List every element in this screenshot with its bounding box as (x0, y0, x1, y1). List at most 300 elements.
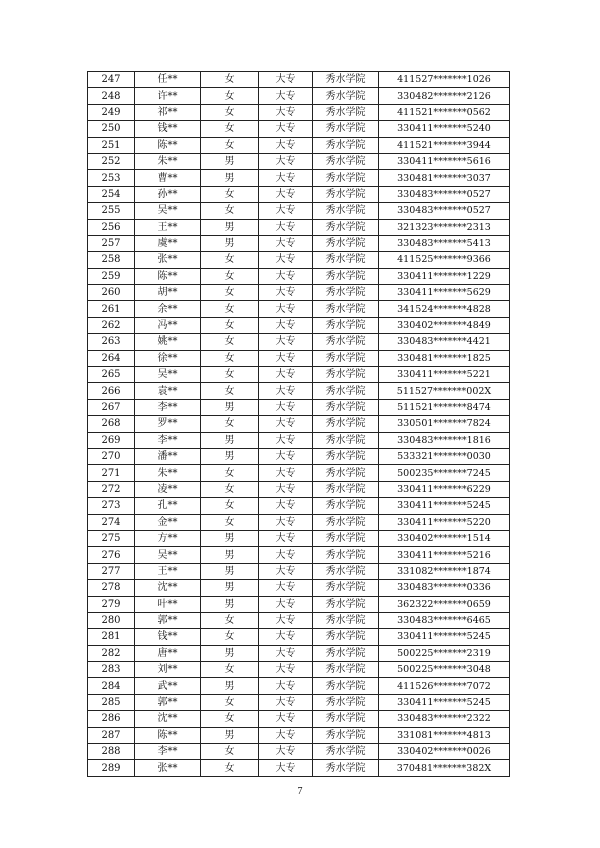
education-cell: 大专 (259, 104, 313, 120)
table-row (88, 547, 510, 563)
id-number-cell: 330411*******5220 (379, 514, 510, 530)
table-row (88, 498, 510, 514)
school-cell: 秀水学院 (313, 317, 379, 333)
row-number: 277 (88, 563, 135, 579)
education-cell: 大专 (259, 301, 313, 317)
table-row (88, 530, 510, 546)
name-cell: 许** (135, 88, 201, 104)
gender-cell: 男 (201, 563, 259, 579)
education-cell: 大专 (259, 563, 313, 579)
gender-cell: 男 (201, 645, 259, 661)
education-cell: 大专 (259, 268, 313, 284)
name-cell: 吴** (135, 203, 201, 219)
id-number-cell: 411526*******7072 (379, 678, 510, 694)
table-row (88, 432, 510, 448)
id-number-cell: 330483*******1816 (379, 432, 510, 448)
row-number: 260 (88, 285, 135, 301)
school-cell: 秀水学院 (313, 153, 379, 169)
table-row (88, 727, 510, 743)
row-number: 247 (88, 72, 135, 88)
id-number-cell: 330411*******5245 (379, 694, 510, 710)
education-cell: 大专 (259, 416, 313, 432)
name-cell: 陈** (135, 268, 201, 284)
education-cell: 大专 (259, 727, 313, 743)
name-cell: 曹** (135, 170, 201, 186)
school-cell: 秀水学院 (313, 580, 379, 596)
row-number: 250 (88, 121, 135, 137)
education-cell: 大专 (259, 285, 313, 301)
school-cell: 秀水学院 (313, 514, 379, 530)
education-cell: 大专 (259, 465, 313, 481)
school-cell: 秀水学院 (313, 367, 379, 383)
id-number-cell: 533321*******0030 (379, 448, 510, 464)
gender-cell: 女 (201, 465, 259, 481)
row-number: 279 (88, 596, 135, 612)
name-cell: 冯** (135, 317, 201, 333)
table-row (88, 235, 510, 251)
name-cell: 叶** (135, 596, 201, 612)
name-cell: 金** (135, 514, 201, 530)
page-number: 7 (297, 786, 303, 797)
name-cell: 郭** (135, 694, 201, 710)
row-number: 270 (88, 448, 135, 464)
education-cell: 大专 (259, 399, 313, 415)
education-cell: 大专 (259, 219, 313, 235)
id-number-cell: 511527*******002X (379, 383, 510, 399)
name-cell: 武** (135, 678, 201, 694)
row-number: 271 (88, 465, 135, 481)
table-row (88, 252, 510, 268)
school-cell: 秀水学院 (313, 448, 379, 464)
school-cell: 秀水学院 (313, 334, 379, 350)
id-number-cell: 411521*******3944 (379, 137, 510, 153)
gender-cell: 男 (201, 580, 259, 596)
row-number: 281 (88, 629, 135, 645)
id-number-cell: 330411*******5216 (379, 547, 510, 563)
education-cell: 大专 (259, 367, 313, 383)
school-cell: 秀水学院 (313, 645, 379, 661)
gender-cell: 男 (201, 448, 259, 464)
table-row (88, 153, 510, 169)
name-cell: 郭** (135, 612, 201, 628)
id-number-cell: 330483*******0527 (379, 186, 510, 202)
id-number-cell: 500225*******2319 (379, 645, 510, 661)
school-cell: 秀水学院 (313, 186, 379, 202)
education-cell: 大专 (259, 186, 313, 202)
table-row (88, 367, 510, 383)
row-number: 272 (88, 481, 135, 497)
table-row (88, 186, 510, 202)
education-cell: 大专 (259, 317, 313, 333)
education-cell: 大专 (259, 252, 313, 268)
school-cell: 秀水学院 (313, 498, 379, 514)
gender-cell: 男 (201, 547, 259, 563)
gender-cell: 女 (201, 252, 259, 268)
school-cell: 秀水学院 (313, 104, 379, 120)
education-cell: 大专 (259, 481, 313, 497)
gender-cell: 男 (201, 596, 259, 612)
id-number-cell: 370481*******382X (379, 760, 510, 776)
id-number-cell: 321323*******2313 (379, 219, 510, 235)
name-cell: 罗** (135, 416, 201, 432)
table-row (88, 88, 510, 104)
school-cell: 秀水学院 (313, 432, 379, 448)
education-cell: 大专 (259, 448, 313, 464)
id-number-cell: 411525*******9366 (379, 252, 510, 268)
name-cell: 孔** (135, 498, 201, 514)
gender-cell: 女 (201, 203, 259, 219)
id-number-cell: 330481*******1825 (379, 350, 510, 366)
school-cell: 秀水学院 (313, 137, 379, 153)
table-row (88, 301, 510, 317)
gender-cell: 男 (201, 235, 259, 251)
education-cell: 大专 (259, 72, 313, 88)
gender-cell: 女 (201, 383, 259, 399)
gender-cell: 女 (201, 367, 259, 383)
row-number: 286 (88, 711, 135, 727)
school-cell: 秀水学院 (313, 350, 379, 366)
gender-cell: 女 (201, 301, 259, 317)
name-cell: 王** (135, 219, 201, 235)
id-number-cell: 331081*******4813 (379, 727, 510, 743)
row-number: 284 (88, 678, 135, 694)
id-number-cell: 330411*******5240 (379, 121, 510, 137)
gender-cell: 女 (201, 498, 259, 514)
school-cell: 秀水学院 (313, 547, 379, 563)
gender-cell: 男 (201, 153, 259, 169)
name-cell: 沈** (135, 711, 201, 727)
id-number-cell: 330411*******5629 (379, 285, 510, 301)
id-number-cell: 362322*******0659 (379, 596, 510, 612)
school-cell: 秀水学院 (313, 596, 379, 612)
gender-cell: 女 (201, 137, 259, 153)
table-row (88, 334, 510, 350)
table-row (88, 481, 510, 497)
table-row (88, 317, 510, 333)
row-number: 257 (88, 235, 135, 251)
row-number: 283 (88, 662, 135, 678)
row-number: 252 (88, 153, 135, 169)
table-row (88, 645, 510, 661)
name-cell: 王** (135, 563, 201, 579)
education-cell: 大专 (259, 153, 313, 169)
gender-cell: 女 (201, 317, 259, 333)
school-cell: 秀水学院 (313, 285, 379, 301)
row-number: 274 (88, 514, 135, 530)
row-number: 253 (88, 170, 135, 186)
name-cell: 朱** (135, 153, 201, 169)
gender-cell: 女 (201, 629, 259, 645)
row-number: 265 (88, 367, 135, 383)
name-cell: 祁** (135, 104, 201, 120)
table-row (88, 170, 510, 186)
education-cell: 大专 (259, 662, 313, 678)
row-number: 262 (88, 317, 135, 333)
school-cell: 秀水学院 (313, 72, 379, 88)
row-number: 259 (88, 268, 135, 284)
table-row (88, 678, 510, 694)
table-row (88, 350, 510, 366)
student-roster-table (87, 71, 510, 777)
gender-cell: 男 (201, 170, 259, 186)
row-number: 249 (88, 104, 135, 120)
school-cell: 秀水学院 (313, 662, 379, 678)
id-number-cell: 330501*******7824 (379, 416, 510, 432)
row-number: 288 (88, 744, 135, 760)
name-cell: 袁** (135, 383, 201, 399)
row-number: 256 (88, 219, 135, 235)
school-cell: 秀水学院 (313, 399, 379, 415)
table-row (88, 760, 510, 776)
school-cell: 秀水学院 (313, 465, 379, 481)
table-row (88, 137, 510, 153)
id-number-cell: 341524*******4828 (379, 301, 510, 317)
school-cell: 秀水学院 (313, 760, 379, 776)
table-row (88, 203, 510, 219)
education-cell: 大专 (259, 137, 313, 153)
education-cell: 大专 (259, 596, 313, 612)
row-number: 289 (88, 760, 135, 776)
gender-cell: 女 (201, 268, 259, 284)
id-number-cell: 331082*******1874 (379, 563, 510, 579)
school-cell: 秀水学院 (313, 744, 379, 760)
education-cell: 大专 (259, 350, 313, 366)
table-row (88, 744, 510, 760)
row-number: 248 (88, 88, 135, 104)
school-cell: 秀水学院 (313, 481, 379, 497)
school-cell: 秀水学院 (313, 563, 379, 579)
name-cell: 钱** (135, 629, 201, 645)
row-number: 264 (88, 350, 135, 366)
row-number: 251 (88, 137, 135, 153)
school-cell: 秀水学院 (313, 727, 379, 743)
school-cell: 秀水学院 (313, 121, 379, 137)
name-cell: 方** (135, 530, 201, 546)
row-number: 287 (88, 727, 135, 743)
school-cell: 秀水学院 (313, 203, 379, 219)
id-number-cell: 330402*******0026 (379, 744, 510, 760)
school-cell: 秀水学院 (313, 678, 379, 694)
school-cell: 秀水学院 (313, 383, 379, 399)
gender-cell: 男 (201, 432, 259, 448)
education-cell: 大专 (259, 530, 313, 546)
table-row (88, 448, 510, 464)
id-number-cell: 330483*******6465 (379, 612, 510, 628)
name-cell: 吴** (135, 367, 201, 383)
name-cell: 虞** (135, 235, 201, 251)
roster-body (88, 72, 510, 777)
row-number: 275 (88, 530, 135, 546)
table-row (88, 416, 510, 432)
table-row (88, 580, 510, 596)
row-number: 267 (88, 399, 135, 415)
row-number: 282 (88, 645, 135, 661)
name-cell: 陈** (135, 727, 201, 743)
table-row (88, 662, 510, 678)
education-cell: 大专 (259, 498, 313, 514)
school-cell: 秀水学院 (313, 252, 379, 268)
row-number: 266 (88, 383, 135, 399)
education-cell: 大专 (259, 235, 313, 251)
education-cell: 大专 (259, 580, 313, 596)
education-cell: 大专 (259, 629, 313, 645)
school-cell: 秀水学院 (313, 416, 379, 432)
education-cell: 大专 (259, 612, 313, 628)
id-number-cell: 500235*******7245 (379, 465, 510, 481)
school-cell: 秀水学院 (313, 530, 379, 546)
gender-cell: 男 (201, 678, 259, 694)
name-cell: 吴** (135, 547, 201, 563)
gender-cell: 女 (201, 612, 259, 628)
name-cell: 李** (135, 432, 201, 448)
row-number: 285 (88, 694, 135, 710)
id-number-cell: 330411*******5245 (379, 629, 510, 645)
table-row (88, 72, 510, 88)
name-cell: 刘** (135, 662, 201, 678)
id-number-cell: 411521*******0562 (379, 104, 510, 120)
id-number-cell: 330411*******5616 (379, 153, 510, 169)
education-cell: 大专 (259, 678, 313, 694)
education-cell: 大专 (259, 203, 313, 219)
education-cell: 大专 (259, 121, 313, 137)
table-row (88, 383, 510, 399)
id-number-cell: 330402*******4849 (379, 317, 510, 333)
name-cell: 李** (135, 399, 201, 415)
gender-cell: 女 (201, 121, 259, 137)
school-cell: 秀水学院 (313, 268, 379, 284)
table-row (88, 629, 510, 645)
school-cell: 秀水学院 (313, 694, 379, 710)
row-number: 276 (88, 547, 135, 563)
name-cell: 张** (135, 760, 201, 776)
table-row (88, 268, 510, 284)
gender-cell: 女 (201, 694, 259, 710)
school-cell: 秀水学院 (313, 235, 379, 251)
name-cell: 胡** (135, 285, 201, 301)
name-cell: 孙** (135, 186, 201, 202)
id-number-cell: 500225*******3048 (379, 662, 510, 678)
gender-cell: 男 (201, 399, 259, 415)
table-row (88, 399, 510, 415)
education-cell: 大专 (259, 711, 313, 727)
id-number-cell: 330483*******2322 (379, 711, 510, 727)
row-number: 261 (88, 301, 135, 317)
name-cell: 任** (135, 72, 201, 88)
education-cell: 大专 (259, 645, 313, 661)
id-number-cell: 330482*******2126 (379, 88, 510, 104)
row-number: 258 (88, 252, 135, 268)
school-cell: 秀水学院 (313, 219, 379, 235)
gender-cell: 女 (201, 514, 259, 530)
gender-cell: 女 (201, 334, 259, 350)
id-number-cell: 511521*******8474 (379, 399, 510, 415)
table-row (88, 104, 510, 120)
table-row (88, 694, 510, 710)
name-cell: 姚** (135, 334, 201, 350)
name-cell: 余** (135, 301, 201, 317)
school-cell: 秀水学院 (313, 711, 379, 727)
gender-cell: 男 (201, 530, 259, 546)
table-row (88, 596, 510, 612)
school-cell: 秀水学院 (313, 88, 379, 104)
education-cell: 大专 (259, 547, 313, 563)
gender-cell: 女 (201, 186, 259, 202)
education-cell: 大专 (259, 514, 313, 530)
row-number: 268 (88, 416, 135, 432)
id-number-cell: 330411*******6229 (379, 481, 510, 497)
gender-cell: 女 (201, 481, 259, 497)
row-number: 273 (88, 498, 135, 514)
table-row (88, 465, 510, 481)
education-cell: 大专 (259, 383, 313, 399)
education-cell: 大专 (259, 744, 313, 760)
table-row (88, 219, 510, 235)
gender-cell: 男 (201, 727, 259, 743)
name-cell: 凌** (135, 481, 201, 497)
id-number-cell: 330481*******3037 (379, 170, 510, 186)
gender-cell: 女 (201, 416, 259, 432)
gender-cell: 男 (201, 219, 259, 235)
table-row (88, 285, 510, 301)
row-number: 255 (88, 203, 135, 219)
name-cell: 沈** (135, 580, 201, 596)
id-number-cell: 330411*******5245 (379, 498, 510, 514)
id-number-cell: 330483*******5413 (379, 235, 510, 251)
name-cell: 钱** (135, 121, 201, 137)
name-cell: 唐** (135, 645, 201, 661)
gender-cell: 女 (201, 662, 259, 678)
school-cell: 秀水学院 (313, 629, 379, 645)
school-cell: 秀水学院 (313, 612, 379, 628)
education-cell: 大专 (259, 694, 313, 710)
row-number: 280 (88, 612, 135, 628)
row-number: 254 (88, 186, 135, 202)
gender-cell: 女 (201, 744, 259, 760)
id-number-cell: 411527*******1026 (379, 72, 510, 88)
school-cell: 秀水学院 (313, 301, 379, 317)
name-cell: 陈** (135, 137, 201, 153)
name-cell: 李** (135, 744, 201, 760)
name-cell: 潘** (135, 448, 201, 464)
table-row (88, 514, 510, 530)
education-cell: 大专 (259, 170, 313, 186)
gender-cell: 女 (201, 711, 259, 727)
id-number-cell: 330411*******1229 (379, 268, 510, 284)
id-number-cell: 330483*******0527 (379, 203, 510, 219)
school-cell: 秀水学院 (313, 170, 379, 186)
id-number-cell: 330483*******0336 (379, 580, 510, 596)
id-number-cell: 330402*******1514 (379, 530, 510, 546)
gender-cell: 女 (201, 104, 259, 120)
name-cell: 张** (135, 252, 201, 268)
table-row (88, 711, 510, 727)
id-number-cell: 330411*******5221 (379, 367, 510, 383)
gender-cell: 女 (201, 72, 259, 88)
name-cell: 朱** (135, 465, 201, 481)
id-number-cell: 330483*******4421 (379, 334, 510, 350)
gender-cell: 女 (201, 760, 259, 776)
gender-cell: 女 (201, 350, 259, 366)
table-row (88, 563, 510, 579)
row-number: 278 (88, 580, 135, 596)
table-row (88, 612, 510, 628)
education-cell: 大专 (259, 88, 313, 104)
education-cell: 大专 (259, 760, 313, 776)
row-number: 269 (88, 432, 135, 448)
table-row (88, 121, 510, 137)
gender-cell: 女 (201, 88, 259, 104)
gender-cell: 女 (201, 285, 259, 301)
